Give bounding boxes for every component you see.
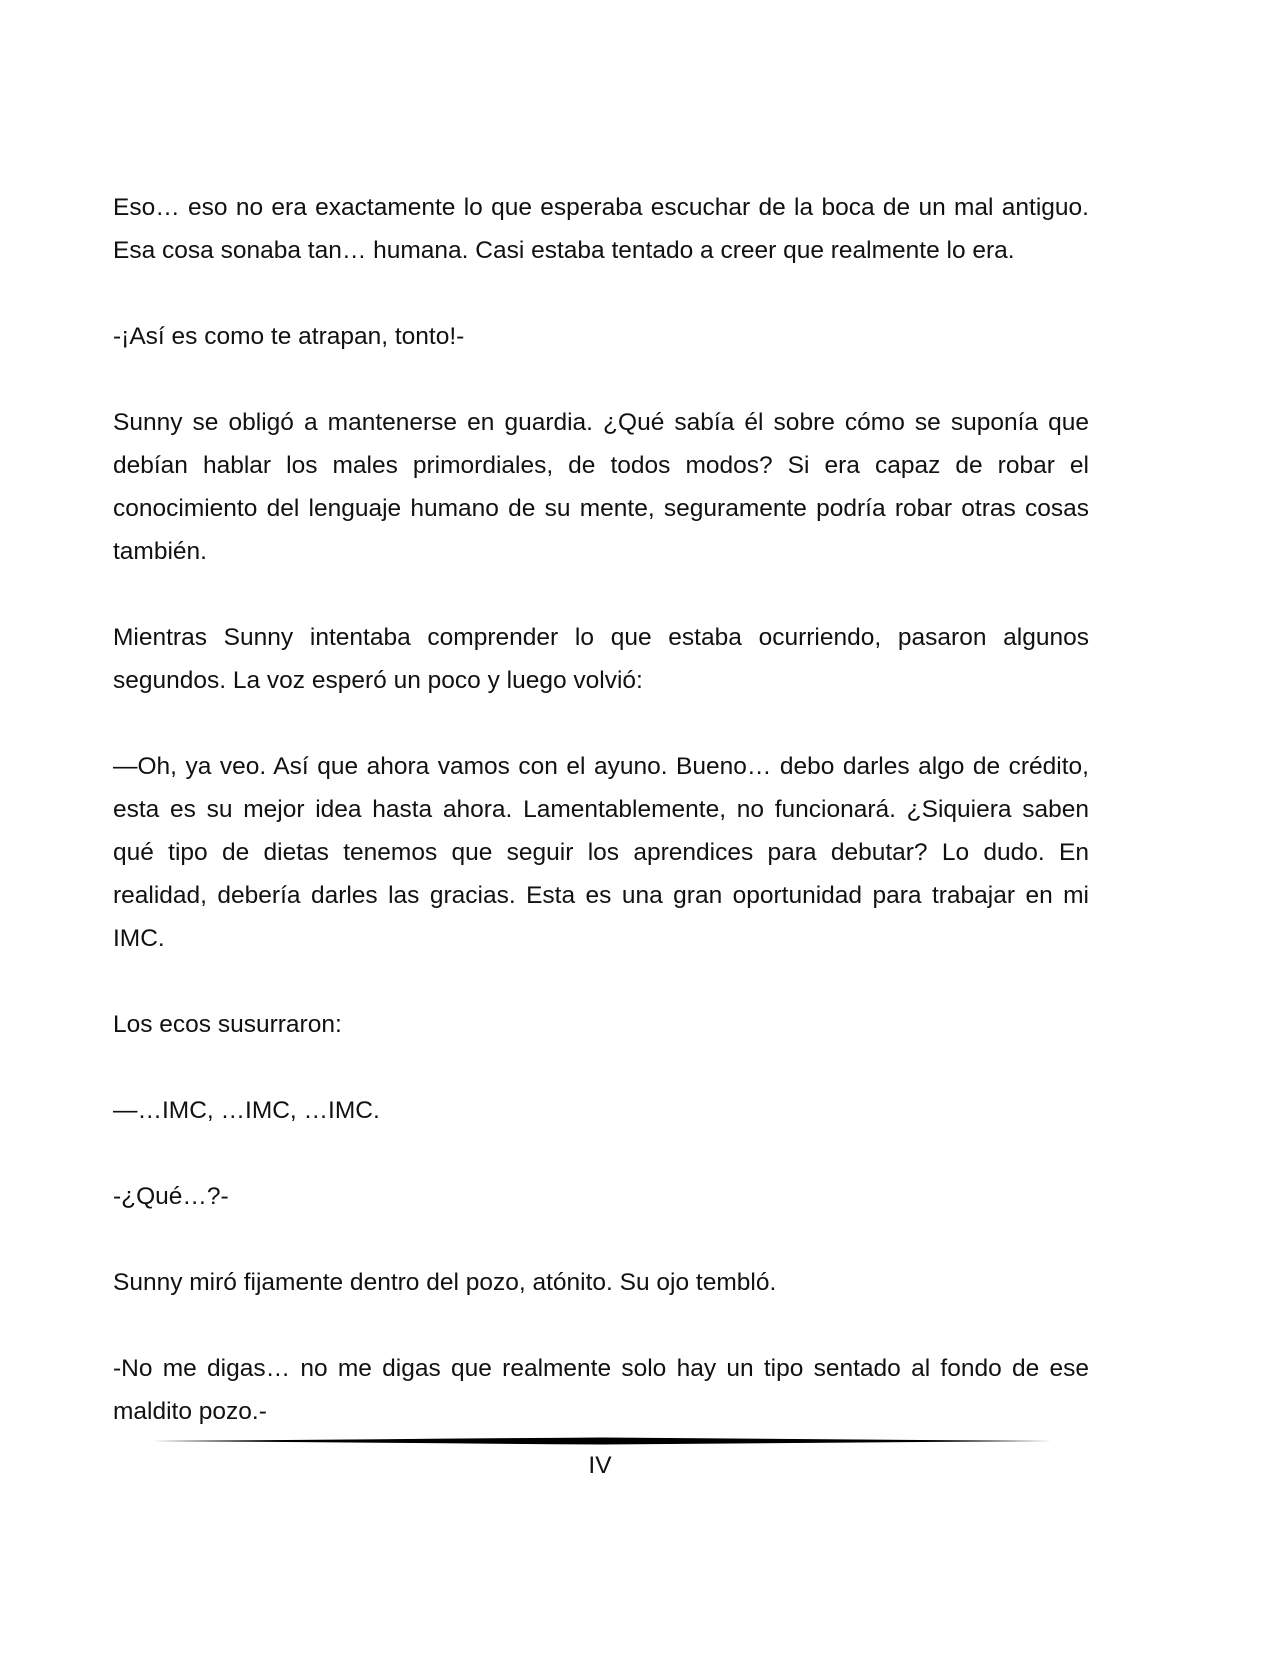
paragraph-2: -¡Así es como te atrapan, tonto!- xyxy=(113,323,465,350)
page-number: IV xyxy=(588,1452,612,1479)
paragraph-8: -¿Qué…?- xyxy=(113,1183,229,1210)
paragraph-10: -No me digas… no me digas que realmente solo hay un tipo sentado al fondo de ese maldito pozo.- xyxy=(113,1355,1089,1425)
divider-stroke xyxy=(152,1438,1052,1445)
paragraph-7: —…IMC, …IMC, …IMC. xyxy=(113,1097,380,1124)
paragraph-3: Sunny se obligó a mantenerse en guardia. ¿Qué sabía él sobre cómo se suponía que debían hablar los males primordiales, de todos modos? Si era capaz de robar el conocimiento del lenguaje humano de su mente, seguramente podría robar otras cosas también. xyxy=(113,409,1089,565)
paragraph-9: Sunny miró fijamente dentro del pozo, atónito. Su ojo tembló. xyxy=(113,1269,777,1296)
ornamental-divider xyxy=(152,1436,1052,1446)
paragraph-1: Eso… eso no era exactamente lo que esperaba escuchar de la boca de un mal antiguo. Esa cosa sonaba tan… humana. Casi estaba tentado a creer que realmente lo era. xyxy=(113,194,1089,264)
paragraph-5: —Oh, ya veo. Así que ahora vamos con el ayuno. Bueno… debo darles algo de crédito, esta es su mejor idea hasta ahora. Lamentablemente, no funcionará. ¿Siquiera saben qué tipo de dietas tenemos que seguir los aprendices para debutar? Lo dudo. En realidad, debería darles las gracias. Esta es una gran oportunidad para trabajar en mi IMC. xyxy=(113,753,1089,952)
paragraph-4: Mientras Sunny intentaba comprender lo que estaba ocurriendo, pasaron algunos segundos. La voz esperó un poco y luego volvió: xyxy=(113,624,1089,694)
paragraph-6: Los ecos susurraron: xyxy=(113,1011,342,1038)
body-text xyxy=(113,186,1089,1476)
